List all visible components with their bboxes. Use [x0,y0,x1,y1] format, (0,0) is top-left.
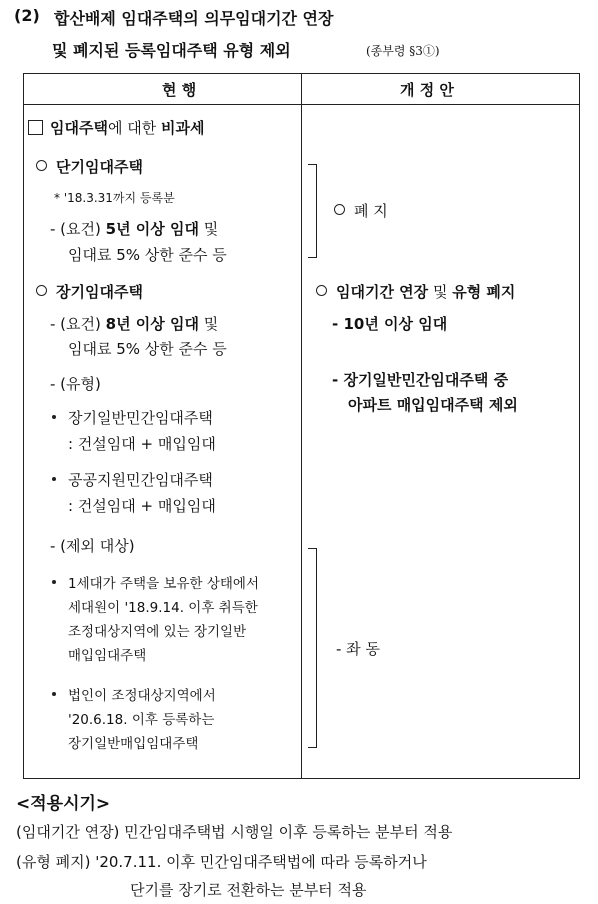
column-header-current: 현 행 [162,81,197,99]
bullet-icon [52,692,56,696]
exclusion-item-household: 1세대가 주택을 보유한 상태에서 세대원이 '18.9.14. 이후 취득한 조정대상지역에 있는 장기일반 매입임대주택 [52,572,259,668]
apartment-exclusion: - 장기일반민간임대주택 중 [332,371,509,389]
type-label: - (유형) [50,375,101,393]
circle-bullet-icon [36,285,47,296]
extension-heading: 임대기간 연장 및 유형 폐지 [316,281,515,302]
bullet-icon [52,580,56,584]
section-number: (2) [14,6,40,25]
abolish-note: 폐 지 [334,200,388,221]
ten-year-requirement: - 10년 이상 임대 [332,315,448,333]
type-item-private-general: 장기일반민간임대주택 [52,407,213,428]
exclusion-label: - (제외 대상) [50,537,135,555]
apartment-exclusion-cont: 아파트 매입임대주택 제외 [348,396,518,414]
circle-bullet-icon [36,160,47,171]
timing-line1: (임대기간 연장) 민간임대주택법 시행일 이후 등록하는 분부터 적용 [16,823,453,841]
bracket-short-term [308,164,317,258]
checkbox-icon [28,120,43,135]
circle-bullet-icon [334,204,345,215]
same-as-left: - 좌 동 [336,640,380,658]
type-item-detail: : 건설임대 + 매입임대 [68,435,216,453]
bullet-icon [52,477,56,481]
timing-title: <적용시기> [16,794,111,814]
short-term-requirement-cont: 임대료 5% 상한 준수 등 [68,246,227,264]
long-term-rental-title: 장기임대주택 [36,281,143,302]
type-item-detail: : 건설임대 + 매입임대 [68,497,216,515]
long-term-requirement-cont: 임대료 5% 상한 준수 등 [68,340,227,358]
type-item-public-support: 공공지원민간임대주택 [52,469,213,490]
section-title-line1: 합산배제 임대주택의 의무임대기간 연장 [54,9,334,28]
column-header-proposed: 개 정 안 [400,81,454,99]
bullet-icon [52,415,56,419]
long-term-requirement: - (요건) 8년 이상 임대 및 [50,315,219,333]
timing-line3: 단기를 장기로 전환하는 분부터 적용 [130,881,367,899]
regulation-reference: (종부령 §3①) [366,44,440,58]
tax-exemption-heading: 임대주택에 대한 비과세 [50,119,205,137]
circle-bullet-icon [316,285,327,296]
bracket-exclusions [308,548,317,748]
short-term-rental-title: 단기임대주택 [36,156,143,177]
timing-line2: (유형 폐지) '20.7.11. 이후 민간임대주택법에 따라 등록하거나 [16,853,427,871]
exclusion-item-corporation: 법인이 조정대상지역에서 '20.6.18. 이후 등록하는 장기일반매입임대주택 [52,684,216,756]
short-term-note: * '18.3.31까지 등록분 [54,191,175,205]
section-title-line2: 및 폐지된 등록임대주택 유형 제외 [52,41,291,60]
short-term-requirement: - (요건) 5년 이상 임대 및 [50,220,219,238]
